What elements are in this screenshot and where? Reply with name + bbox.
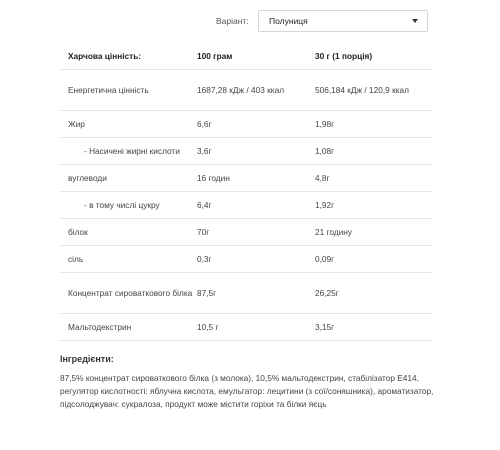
row-per-serving: 1,98г [315, 111, 432, 138]
row-name: Мальтодекстрин [60, 314, 197, 341]
table-row [60, 70, 432, 111]
row-per-serving: 3,15г [315, 314, 432, 341]
row-per-serving: 1,92г [315, 192, 432, 219]
row-per-100g: 70г [197, 219, 315, 246]
table-row [60, 273, 432, 314]
row-per-100g: 0,3г [197, 246, 315, 273]
row-name: Енергетична цінність [60, 70, 197, 111]
table-row [60, 219, 432, 246]
row-per-100g: 1687,28 кДж / 403 ккал [197, 70, 315, 111]
table-row [60, 246, 432, 273]
row-per-serving: 0,09г [315, 246, 432, 273]
row-name: Концентрат сироваткового білка [60, 273, 197, 314]
table-row [60, 138, 432, 165]
row-name: - в тому числі цукру [60, 192, 197, 219]
variant-select[interactable] [258, 10, 428, 32]
header-nutrition: Харчова цінність: [60, 43, 197, 70]
chevron-down-icon [412, 19, 418, 23]
row-per-100g: 6,6г [197, 111, 315, 138]
row-per-serving: 26,25г [315, 273, 432, 314]
row-per-serving: 4,8г [315, 165, 432, 192]
row-per-100g: 87,5г [197, 273, 315, 314]
row-per-100g: 6,4г [197, 192, 315, 219]
row-per-100g: 16 годин [197, 165, 315, 192]
row-name: Жир [60, 111, 197, 138]
row-name: білок [60, 219, 197, 246]
variant-selected-value: Полуниця [269, 16, 308, 26]
row-name: - Насичені жирні кислоти [60, 138, 197, 165]
table-row [60, 192, 432, 219]
table-row [60, 314, 432, 341]
nutrition-table [60, 43, 432, 341]
header-per-100g: 100 грам [197, 43, 315, 70]
row-per-100g: 3,6г [197, 138, 315, 165]
table-row [60, 111, 432, 138]
row-per-100g: 10,5 г [197, 314, 315, 341]
variant-selector-row [216, 10, 428, 32]
nutrition-header-row [60, 43, 432, 70]
ingredients-text: 87,5% концентрат сироваткового білка (з молока), 10,5% мальтодекстрин, стабілізатор E414, регулятор кислотності: яблучна кислота, емульгатор: лецитини (з сої/соняшника), ароматизатор, підсолоджувач: сукралоза, продукт може містити горіхи та білки яєць [60, 373, 434, 410]
row-per-serving: 1,08г [315, 138, 432, 165]
table-row [60, 165, 432, 192]
row-name: сіль [60, 246, 197, 273]
ingredients-title: Інгредієнти: [60, 354, 114, 364]
row-name: вуглеводи [60, 165, 197, 192]
row-per-serving: 506,184 кДж / 120,9 ккал [315, 70, 432, 111]
header-per-serving: 30 г (1 порція) [315, 43, 432, 70]
row-per-serving: 21 годину [315, 219, 432, 246]
variant-label: Варіант: [216, 16, 249, 26]
